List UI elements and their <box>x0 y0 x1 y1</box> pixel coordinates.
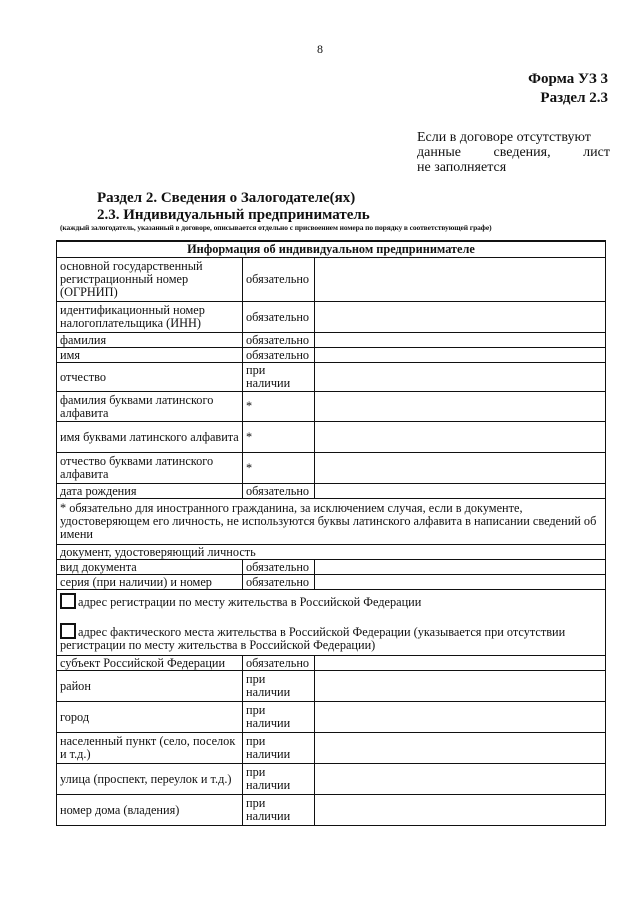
form-section: Раздел 2.3 <box>540 90 608 106</box>
fill-note-line-1: Если в договоре отсутствуют <box>417 130 591 145</box>
entrepreneur-info-table <box>56 240 606 826</box>
row-req-birthdate: обязательно <box>243 484 315 499</box>
value-cell-region[interactable] <box>315 656 606 671</box>
value-cell-doc-type[interactable] <box>315 560 606 575</box>
section-title: Раздел 2. Сведения о Залогодателе(ях) <box>97 190 356 206</box>
actual-address-checkbox[interactable] <box>60 623 76 639</box>
row-label-settlement: населенный пункт (село, поселок и т.д.) <box>57 733 243 764</box>
row-label-ogrnip: основной государственный регистрационный номер (ОГРНИП) <box>57 258 243 302</box>
form-code: Форма УЗ 3 <box>528 71 608 87</box>
address-option-registration <box>60 593 602 609</box>
value-cell-house[interactable] <box>315 795 606 826</box>
latin-footnote: * обязательно для иностранного гражданина, за исключением случая, если в документе, удостоверяющем его личность, не используются буквы латинского алфавита в написании сведений об имени <box>57 499 606 545</box>
identity-document-title: документ, удостоверяющий личность <box>57 545 606 560</box>
row-req-house: при наличии <box>243 795 315 826</box>
value-cell-name[interactable] <box>315 348 606 363</box>
value-cell-city[interactable] <box>315 702 606 733</box>
row-label-name: имя <box>57 348 243 363</box>
value-cell-settlement[interactable] <box>315 733 606 764</box>
value-cell-street[interactable] <box>315 764 606 795</box>
page-number: 8 <box>317 42 323 56</box>
row-req-street: при наличии <box>243 764 315 795</box>
row-req-patronymic-latin: * <box>243 453 315 484</box>
row-label-region: субъект Российской Федерации <box>57 656 243 671</box>
table-header: Информация об индивидуальном предпринимателе <box>57 241 606 258</box>
row-req-region: обязательно <box>243 656 315 671</box>
row-label-city: город <box>57 702 243 733</box>
row-req-patronymic: при наличии <box>243 363 315 392</box>
value-cell-patronymic-latin[interactable] <box>315 453 606 484</box>
value-cell-surname[interactable] <box>315 333 606 348</box>
row-req-ogrnip: обязательно <box>243 258 315 302</box>
address-option-actual-label: адрес фактического места жительства в Российской Федерации (указывается при отсутствии регистрации по месту жительства в Российской Федерации) <box>60 625 566 652</box>
value-cell-patronymic[interactable] <box>315 363 606 392</box>
row-label-district: район <box>57 671 243 702</box>
value-cell-inn[interactable] <box>315 302 606 333</box>
address-option-registration-label: адрес регистрации по месту жительства в Российской Федерации <box>78 595 422 609</box>
row-req-surname: обязательно <box>243 333 315 348</box>
row-req-settlement: при наличии <box>243 733 315 764</box>
address-option-actual <box>60 623 602 652</box>
value-cell-name-latin[interactable] <box>315 422 606 453</box>
row-req-doc-number: обязательно <box>243 575 315 590</box>
row-req-name: обязательно <box>243 348 315 363</box>
address-type-block <box>57 590 606 656</box>
row-label-birthdate: дата рождения <box>57 484 243 499</box>
row-label-doc-type: вид документа <box>57 560 243 575</box>
row-req-surname-latin: * <box>243 392 315 422</box>
value-cell-birthdate[interactable] <box>315 484 606 499</box>
row-label-surname: фамилия <box>57 333 243 348</box>
row-req-name-latin: * <box>243 422 315 453</box>
row-req-doc-type: обязательно <box>243 560 315 575</box>
value-cell-ogrnip[interactable] <box>315 258 606 302</box>
value-cell-doc-number[interactable] <box>315 575 606 590</box>
value-cell-district[interactable] <box>315 671 606 702</box>
row-label-house: номер дома (владения) <box>57 795 243 826</box>
row-label-street: улица (проспект, переулок и т.д.) <box>57 764 243 795</box>
subsection-title: 2.3. Индивидуальный предприниматель <box>97 207 370 223</box>
row-label-patronymic: отчество <box>57 363 243 392</box>
fill-note-line-3: не заполняется <box>417 160 507 175</box>
row-req-district: при наличии <box>243 671 315 702</box>
registration-address-checkbox[interactable] <box>60 593 76 609</box>
subsection-note: (каждый залогодатель, указанный в договоре, описывается отдельно с присвоением номера по порядку в соответствующей графе) <box>60 223 492 232</box>
fill-note-line-2: данные сведения, лист <box>417 145 610 160</box>
row-req-city: при наличии <box>243 702 315 733</box>
row-label-name-latin: имя буквами латинского алфавита <box>57 422 243 453</box>
value-cell-surname-latin[interactable] <box>315 392 606 422</box>
form-code-block <box>528 70 608 108</box>
row-label-surname-latin: фамилия буквами латинского алфавита <box>57 392 243 422</box>
row-label-doc-number: серия (при наличии) и номер <box>57 575 243 590</box>
row-req-inn: обязательно <box>243 302 315 333</box>
row-label-inn: идентификационный номер налогоплательщика (ИНН) <box>57 302 243 333</box>
row-label-patronymic-latin: отчество буквами латинского алфавита <box>57 453 243 484</box>
fill-note <box>417 130 610 175</box>
